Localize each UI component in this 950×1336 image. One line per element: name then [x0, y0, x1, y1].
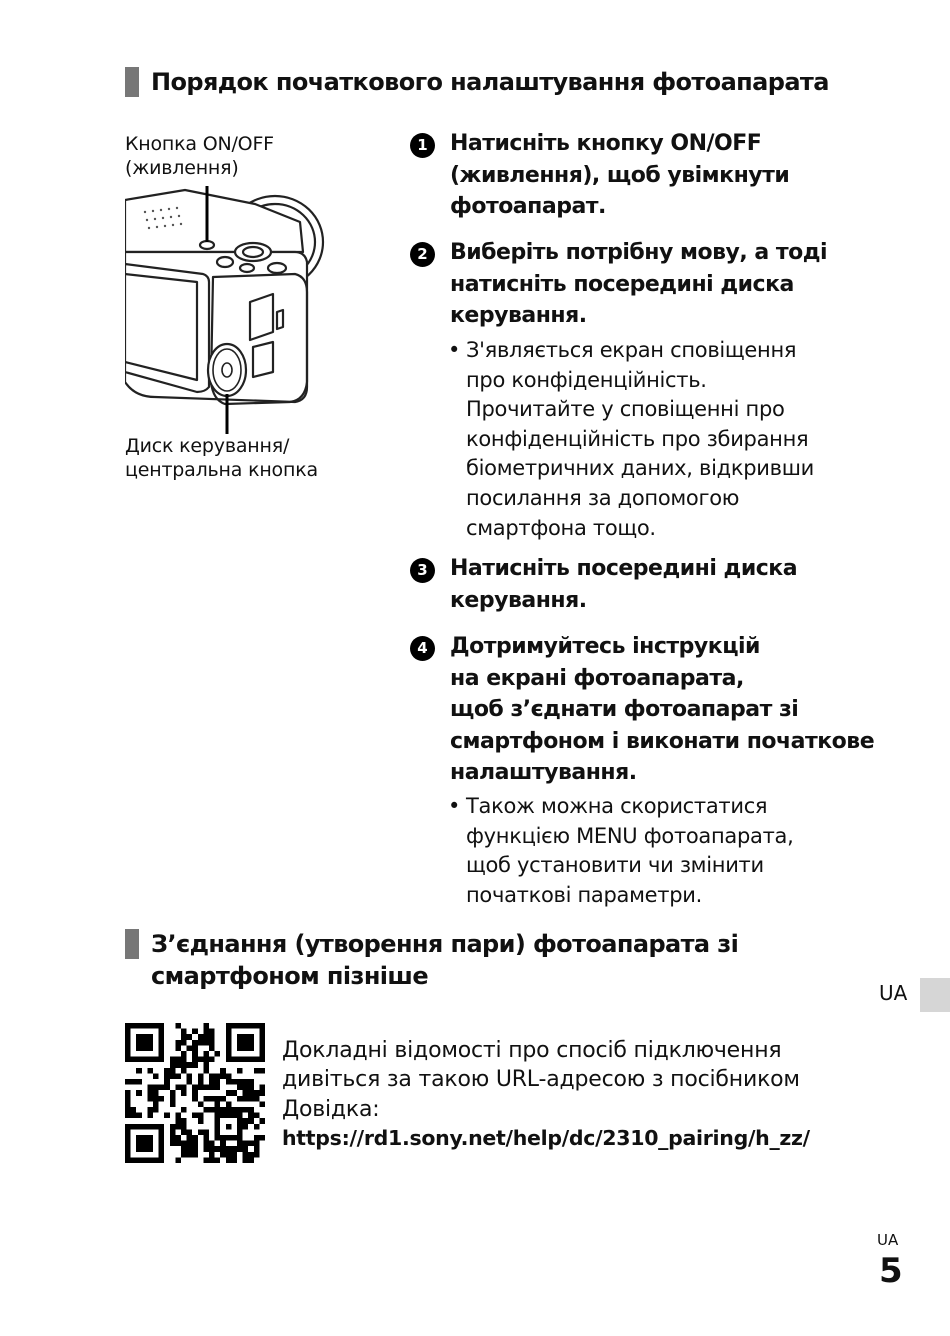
heading-marker: [125, 67, 139, 97]
section-title: Порядок початкового налаштування фотоапарата: [151, 68, 829, 96]
help-url-link[interactable]: https://rd1.sony.net/help/dc/2310_pairing/h_zz/: [282, 1126, 810, 1150]
step-text: Дотримуйтесь інструкцій на екрані фотоапарата, щоб з’єднати фотоапарат зі смартфоном і виконати початкове налаштування.: [450, 634, 875, 785]
language-tab-marker: [920, 978, 950, 1012]
heading-marker: [125, 929, 139, 959]
section-heading-initial-setup: [125, 66, 829, 98]
step-number: 2: [410, 242, 435, 267]
section-title: З’єднання (утворення пари) фотоапарата зі смартфоном пізніше: [151, 930, 739, 990]
footer-language: UA: [877, 1231, 899, 1249]
note-text: Також можна скористатися функцією MENU фотоапарата, щоб установити чи змінити початкові параметри.: [466, 794, 794, 907]
step-number: 1: [410, 133, 435, 158]
step-2-note: [448, 336, 868, 543]
callout-power-button: Кнопка ON/OFF (живлення): [125, 133, 274, 179]
page-number: 5: [879, 1251, 903, 1291]
step-number: 4: [410, 636, 435, 661]
bullet: •: [448, 338, 461, 362]
camera-illustration: [125, 182, 335, 434]
note-text: З'являється екран сповіщення про конфіденційність. Прочитайте у сповіщенні про конфіденційність про збирання біометричних даних, відкривши посилання за допомогою смартфона тощо.: [466, 338, 814, 540]
bullet: •: [448, 794, 461, 818]
section-heading-pairing-later: [125, 928, 885, 992]
step-text: Виберіть потрібну мову, а тоді натисніть посередині диска керування.: [450, 240, 828, 328]
step-4-note: [448, 792, 868, 910]
step-text: Натисніть кнопку ON/OFF (живлення), щоб увімкнути фотоапарат.: [450, 131, 790, 219]
qr-code: [125, 1023, 265, 1163]
step-3: [410, 553, 880, 616]
step-4: [410, 631, 880, 789]
step-text: Натисніть посередині диска керування.: [450, 556, 798, 613]
callout-control-wheel: Диск керування/ центральна кнопка: [125, 435, 318, 481]
step-2: [410, 237, 880, 332]
step-number: 3: [410, 558, 435, 583]
pairing-help-text: Докладні відомості про спосіб підключення дивіться за такою URL-адресою з посібником Довідка:: [282, 1038, 800, 1122]
step-1: [410, 128, 880, 223]
language-tab-label: UA: [879, 981, 908, 1005]
